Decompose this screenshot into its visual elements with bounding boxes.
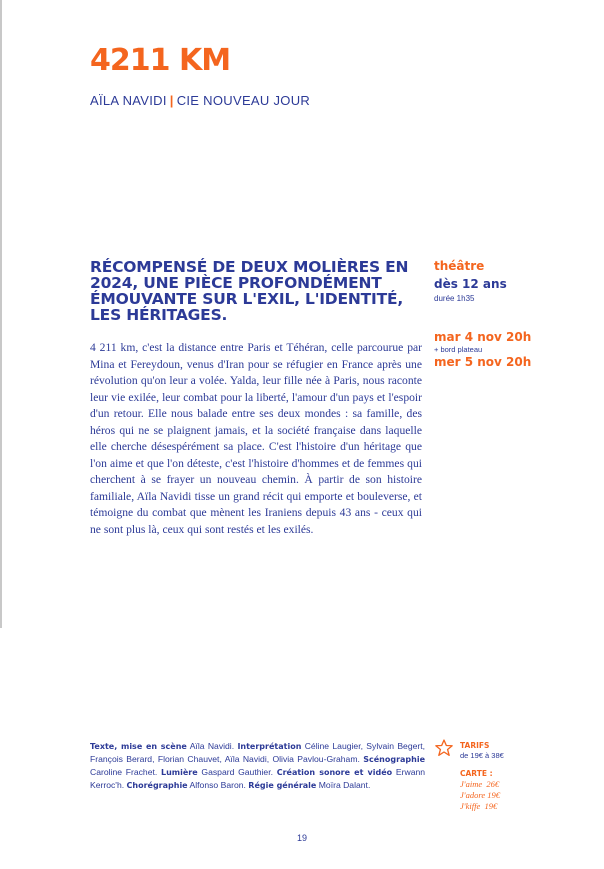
credit-role: Régie générale bbox=[248, 781, 317, 790]
page-edge-rule bbox=[0, 0, 2, 628]
show-title: 4211 KM bbox=[90, 43, 231, 78]
tarifs-range: de 19€ à 38€ bbox=[460, 751, 504, 760]
credit-names: Caroline Frachet. bbox=[90, 767, 158, 777]
show-info bbox=[434, 258, 554, 370]
carte-name: J'aime bbox=[460, 779, 483, 789]
carte-list bbox=[460, 779, 550, 812]
credit-role: Lumière bbox=[161, 768, 198, 777]
performance-date-2: mer 5 nov 20h bbox=[434, 355, 532, 369]
credit-names: Moïra Dalant. bbox=[318, 780, 371, 790]
credit-role: Scénographie bbox=[363, 755, 426, 764]
page-number: 19 bbox=[296, 833, 307, 843]
performance-date-1: mar 4 nov 20h bbox=[434, 330, 532, 344]
carte-row bbox=[460, 779, 550, 790]
credit-role: Texte, mise en scène bbox=[90, 742, 187, 751]
tarifs-label: TARIFS bbox=[460, 741, 490, 750]
genre-label: théâtre bbox=[434, 259, 485, 273]
carte-price: 19€ bbox=[484, 801, 498, 811]
byline-separator: | bbox=[169, 93, 174, 108]
credit-names: Erwann Kerroc'h. bbox=[90, 767, 426, 790]
credit-names: Gaspard Gauthier. bbox=[201, 767, 273, 777]
credit-role: Création sonore et vidéo bbox=[276, 768, 393, 777]
byline bbox=[90, 93, 310, 108]
duration-label: durée 1h35 bbox=[434, 294, 475, 303]
carte-row bbox=[460, 801, 550, 812]
age-label: dès 12 ans bbox=[434, 277, 507, 291]
carte-name: J'kiffe bbox=[460, 801, 481, 811]
author-name: AÏLA NAVIDI bbox=[90, 93, 167, 108]
star-icon bbox=[434, 738, 454, 758]
credit-names: Céline Laugier, Sylvain Begert, François Berard, Florian Chauvet, Aïla Navidi, Olivia Pavlou-Graham. bbox=[90, 741, 426, 764]
company-name: CIE NOUVEAU JOUR bbox=[176, 93, 311, 108]
performance-note: + bord plateau bbox=[434, 345, 483, 354]
headline: RÉCOMPENSÉ DE DEUX MOLIÈRES EN 2024, UNE PIÈCE PROFONDÉMENT ÉMOUVANTE SUR L'EXIL, L'IDENTITÉ, LES HÉRITAGES. bbox=[90, 258, 409, 324]
show-description: 4 211 km, c'est la distance entre Paris et Téhéran, celle parcourue par Mina et Fereydoun, venus d'Iran pour se réfugier en France après une révolution qu'on leur a volée. Yalda, leur fille née à Paris, nous raconte leur vie exilée, leur combat pour la liberté, l'amour d'un pays et l'espoir d'un retour. Elle nous balade entre ses deux mondes : sa famille, des héros qui ne se plaignent jamais, et la société française dans laquelle elle cherche désespérément sa place. C'est l'histoire d'un héritage que l'on aime et que l'on déteste, c'est l'histoire d'hommes et de femmes qui cherchent à se frayer un nouveau chemin. À partir de son histoire familiale, Aïla Navidi tisse un grand récit qui emporte et bouleverse, et témoigne du combat que mènent les Iraniens depuis 43 ans - ceux qui ne sont plus là, ceux qui sont restés et les exilés. bbox=[90, 341, 422, 536]
carte-row bbox=[460, 790, 550, 801]
carte-price: 19€ bbox=[487, 790, 500, 800]
carte-label: CARTE : bbox=[460, 769, 493, 778]
credits bbox=[90, 740, 425, 792]
credit-names: Alfonso Baron. bbox=[189, 780, 246, 790]
credit-names: Aïla Navidi. bbox=[189, 741, 235, 751]
carte-name: J'adore bbox=[460, 790, 486, 800]
credit-role: Interprétation bbox=[237, 742, 302, 751]
credit-role: Chorégraphie bbox=[126, 781, 188, 790]
carte-price: 26€ bbox=[486, 779, 500, 789]
tarifs-block bbox=[460, 741, 550, 812]
